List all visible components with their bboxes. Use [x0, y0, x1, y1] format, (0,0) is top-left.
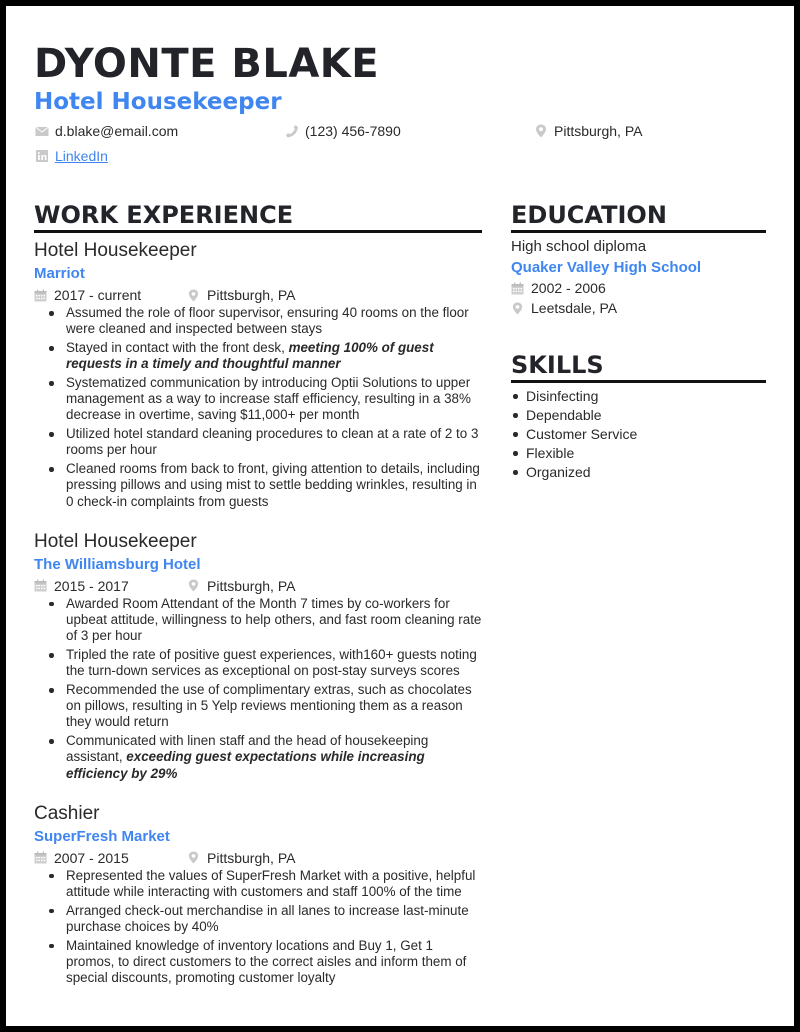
- skill-item: Disinfecting: [526, 387, 771, 406]
- skills-divider: [511, 380, 766, 383]
- job-title: Cashier: [34, 802, 100, 824]
- contact-linkedin: [35, 147, 108, 165]
- job-dates-text: 2007 - 2015: [54, 849, 129, 866]
- job-dates: [34, 576, 187, 596]
- education-location-text: Leetsdale, PA: [531, 300, 618, 316]
- job-location-text: Pittsburgh, PA: [207, 577, 296, 594]
- education-heading: EDUCATION: [511, 201, 667, 229]
- bullet-emphasis: meeting 100% of guest requests in a timely and thoughtful manner: [66, 340, 434, 372]
- job-bullet: [66, 868, 484, 900]
- education-dates: [511, 278, 771, 298]
- job-location: [187, 576, 295, 596]
- work-experience-list: [34, 239, 484, 1006]
- bullet-text: Awarded Room Attendant of the Month 7 times by co-workers for upbeat attitude, willingness to help others, and fast room cleaning rate of 3 per hour: [66, 595, 482, 644]
- work-experience-heading: WORK EXPERIENCE: [34, 201, 294, 229]
- calendar-icon: [34, 289, 47, 302]
- linkedin-link[interactable]: LinkedIn: [55, 148, 108, 164]
- location-text: Pittsburgh, PA: [554, 123, 643, 139]
- bullet-text: Utilized hotel standard cleaning procedures to clean at a rate of 2 to 3 rooms per hour: [66, 426, 479, 458]
- job-dates-text: 2015 - 2017: [54, 577, 129, 594]
- bullet-text: Stayed in contact with the front desk,: [66, 340, 289, 355]
- education-dates-text: 2002 - 2006: [531, 280, 606, 296]
- school-name: Quaker Valley High School: [511, 259, 702, 276]
- education-location: [511, 298, 771, 318]
- map-pin-icon: [187, 851, 200, 864]
- bullet-text: Recommended the use of complimentary extras, such as chocolates on pillows, resulting in 5 Yelp reviews mentioning them as a reason they would return: [66, 682, 472, 730]
- phone-icon: [285, 124, 299, 138]
- job-dates-text: 2017 - current: [54, 287, 142, 303]
- map-pin-icon: [511, 302, 524, 315]
- candidate-role: Hotel Housekeeper: [34, 89, 282, 115]
- job-dates: [34, 285, 187, 305]
- company-name: The Williamsburg Hotel: [34, 555, 201, 573]
- job-location: [187, 848, 295, 868]
- job-bullets: [34, 868, 484, 987]
- envelope-icon: [35, 124, 49, 138]
- job-bullet: [66, 682, 484, 731]
- degree: High school diploma: [511, 238, 647, 255]
- bullet-text: Assumed the role of floor supervisor, ensuring 40 rooms on the floor were cleaned and inspected between stays: [66, 305, 469, 337]
- email-text: d.blake@email.com: [55, 123, 179, 139]
- job-bullet: [66, 647, 484, 679]
- bullet-text: Cleaned rooms from back to front, giving attention to details, including pressing pillows and using mist to settle bedding wrinkles, resulting in 0 check-in complaints from guests: [66, 461, 480, 509]
- skill-item: Organized: [526, 463, 771, 482]
- job-bullet: [66, 340, 484, 372]
- skill-item: Customer Service: [526, 425, 771, 444]
- job-bullet: [66, 461, 484, 510]
- candidate-name: DYONTE BLAKE: [34, 41, 380, 87]
- bullet-emphasis: exceeding guest expectations while increasing efficiency by 29%: [66, 749, 425, 781]
- work-experience-divider: [34, 230, 482, 233]
- job-title: Hotel Housekeeper: [34, 240, 197, 261]
- job-entry: [34, 802, 484, 987]
- company-name: Marriot: [34, 265, 85, 282]
- contact-location: [534, 122, 642, 140]
- bullet-text: Tripled the rate of positive guest experiences, with160+ guests noting the turn-down services as exceptional on post-stay surveys scores: [66, 647, 477, 679]
- job-meta: [34, 285, 484, 305]
- resume-page: [6, 6, 794, 1026]
- job-entry: [34, 239, 484, 510]
- skills-heading: SKILLS: [511, 351, 604, 379]
- bullet-text: Maintained knowledge of inventory locations and Buy 1, Get 1 promos, to direct customers to the correct aisles and inform them of special discounts, promoting customer loyalty: [66, 937, 467, 986]
- job-location-text: Pittsburgh, PA: [207, 849, 296, 866]
- company-name: SuperFresh Market: [34, 827, 170, 845]
- job-bullet: [66, 903, 484, 935]
- skills-list-wrapper: [511, 387, 771, 482]
- job-bullet: [66, 426, 484, 458]
- job-bullet: [66, 733, 484, 782]
- calendar-icon: [34, 579, 47, 592]
- skills-list: [511, 387, 771, 482]
- job-location-text: Pittsburgh, PA: [207, 287, 296, 303]
- education-divider: [511, 230, 766, 233]
- job-bullet: [66, 305, 484, 337]
- calendar-icon: [511, 282, 524, 295]
- bullet-text: Communicated with linen staff and the head of housekeeping assistant,: [66, 733, 429, 765]
- skill-item: Dependable: [526, 406, 771, 425]
- linkedin-icon: [35, 149, 49, 163]
- job-meta: [34, 576, 484, 596]
- bullet-text: Systematized communication by introducing Optii Solutions to upper management as a way to increase staff efficiency, resulting in a 38% decrease in overtime, saving $11,000+ per month: [66, 375, 471, 423]
- job-bullets: [34, 305, 484, 510]
- map-pin-icon: [187, 289, 200, 302]
- bullet-text: Arranged check-out merchandise in all lanes to increase last-minute purchase choices by 40%: [66, 902, 469, 935]
- map-pin-icon: [534, 124, 548, 138]
- job-title: Hotel Housekeeper: [34, 530, 197, 552]
- job-dates: [34, 848, 187, 868]
- map-pin-icon: [187, 579, 200, 592]
- contact-email: [35, 122, 178, 140]
- job-bullet: [66, 596, 484, 645]
- education-entry: [511, 237, 771, 318]
- contact-phone: [285, 122, 401, 140]
- calendar-icon: [34, 851, 47, 864]
- job-bullet: [66, 938, 484, 987]
- bullet-text: Represented the values of SuperFresh Market with a positive, helpful attitude while interacting with customers and staff 100% of the time: [66, 867, 476, 900]
- job-entry: [34, 530, 484, 782]
- job-bullet: [66, 375, 484, 424]
- job-location: [187, 285, 295, 305]
- job-meta: [34, 848, 484, 868]
- job-bullets: [34, 596, 484, 782]
- phone-text: (123) 456-7890: [305, 123, 401, 139]
- skill-item: Flexible: [526, 444, 771, 463]
